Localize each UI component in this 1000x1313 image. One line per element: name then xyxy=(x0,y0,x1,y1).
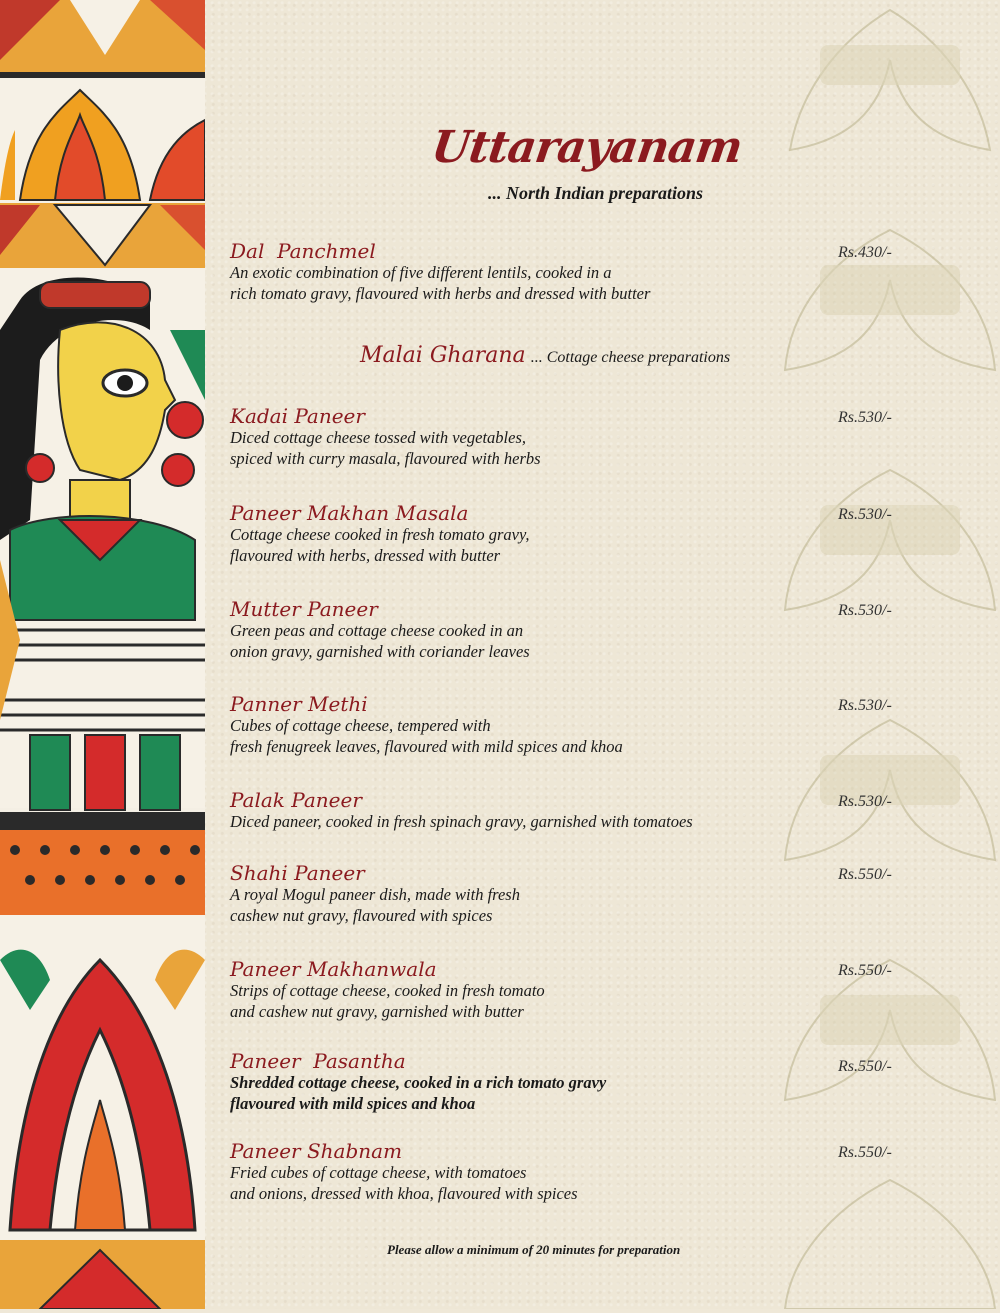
item-description: Diced paneer, cooked in fresh spinach gravy, garnished with tomatoes xyxy=(230,812,693,831)
menu-subtitle: ... North Indian preparations xyxy=(488,183,704,203)
section-subtitle: ... Cottage cheese preparations xyxy=(530,349,731,366)
item-price: Rs.530/- xyxy=(838,602,892,619)
item-name: Shahi Paneer xyxy=(230,861,365,885)
item-name: Palak Paneer xyxy=(230,788,362,812)
item-price: Rs.430/- xyxy=(838,244,892,261)
menu-item xyxy=(230,958,910,1022)
menu-item xyxy=(230,789,910,832)
item-description: Shredded cottage cheese, cooked in a rich tomato gravy flavoured with mild spices and khoa xyxy=(230,1073,607,1113)
section-heading xyxy=(360,343,820,368)
menu-item xyxy=(230,502,910,566)
menu-item xyxy=(230,405,910,469)
item-name: Paneer Pasantha xyxy=(230,1049,406,1073)
item-name: Paneer Shabnam xyxy=(230,1139,403,1163)
item-price: Rs.530/- xyxy=(838,409,892,426)
menu-item xyxy=(230,1140,910,1204)
item-price: Rs.550/- xyxy=(838,1144,892,1161)
menu-item xyxy=(230,862,910,926)
menu-item xyxy=(230,1050,910,1114)
item-name: Paneer Makhan Masala xyxy=(230,501,469,525)
item-description: A royal Mogul paneer dish, made with fresh cashew nut gravy, flavoured with spices xyxy=(230,885,520,925)
menu-item xyxy=(230,598,910,662)
item-name: Paneer Makhanwala xyxy=(230,957,437,981)
item-name: Mutter Paneer xyxy=(230,597,378,621)
item-name: Dal Panchmel xyxy=(230,239,376,263)
item-price: Rs.550/- xyxy=(838,962,892,979)
item-description: Cottage cheese cooked in fresh tomato gravy, flavoured with herbs, dressed with butter xyxy=(230,525,530,565)
menu-item-dal-panchmel xyxy=(230,240,910,304)
item-name: Panner Methi xyxy=(230,692,368,716)
section-name: Malai Gharana xyxy=(360,343,526,368)
item-price: Rs.550/- xyxy=(838,1058,892,1075)
item-name: Kadai Paneer xyxy=(230,404,365,428)
item-price: Rs.530/- xyxy=(838,697,892,714)
item-description: An exotic combination of five different lentils, cooked in a rich tomato gravy, flavoured with herbs and dressed with butter xyxy=(230,263,651,303)
item-price: Rs.530/- xyxy=(838,793,892,810)
preparation-note: Please allow a minimum of 20 minutes for preparation xyxy=(387,1242,681,1257)
madhubani-painting-illustration xyxy=(0,0,205,1309)
item-description: Strips of cottage cheese, cooked in fresh tomato and cashew nut gravy, garnished with butter xyxy=(230,981,545,1021)
madhubani-painting-strip xyxy=(0,0,205,1309)
item-description: Green peas and cottage cheese cooked in an onion gravy, garnished with coriander leaves xyxy=(230,621,530,661)
item-description: Cubes of cottage cheese, tempered with fresh fenugreek leaves, flavoured with mild spices and khoa xyxy=(230,716,623,756)
menu-title: Uttarayanam xyxy=(428,122,745,173)
item-price: Rs.530/- xyxy=(838,506,892,523)
item-description: Fried cubes of cottage cheese, with tomatoes and onions, dressed with khoa, flavoured with spices xyxy=(230,1163,578,1203)
item-description: Diced cottage cheese tossed with vegetables, spiced with curry masala, flavoured with herbs xyxy=(230,428,541,468)
item-price: Rs.550/- xyxy=(838,866,892,883)
menu-item xyxy=(230,693,910,757)
